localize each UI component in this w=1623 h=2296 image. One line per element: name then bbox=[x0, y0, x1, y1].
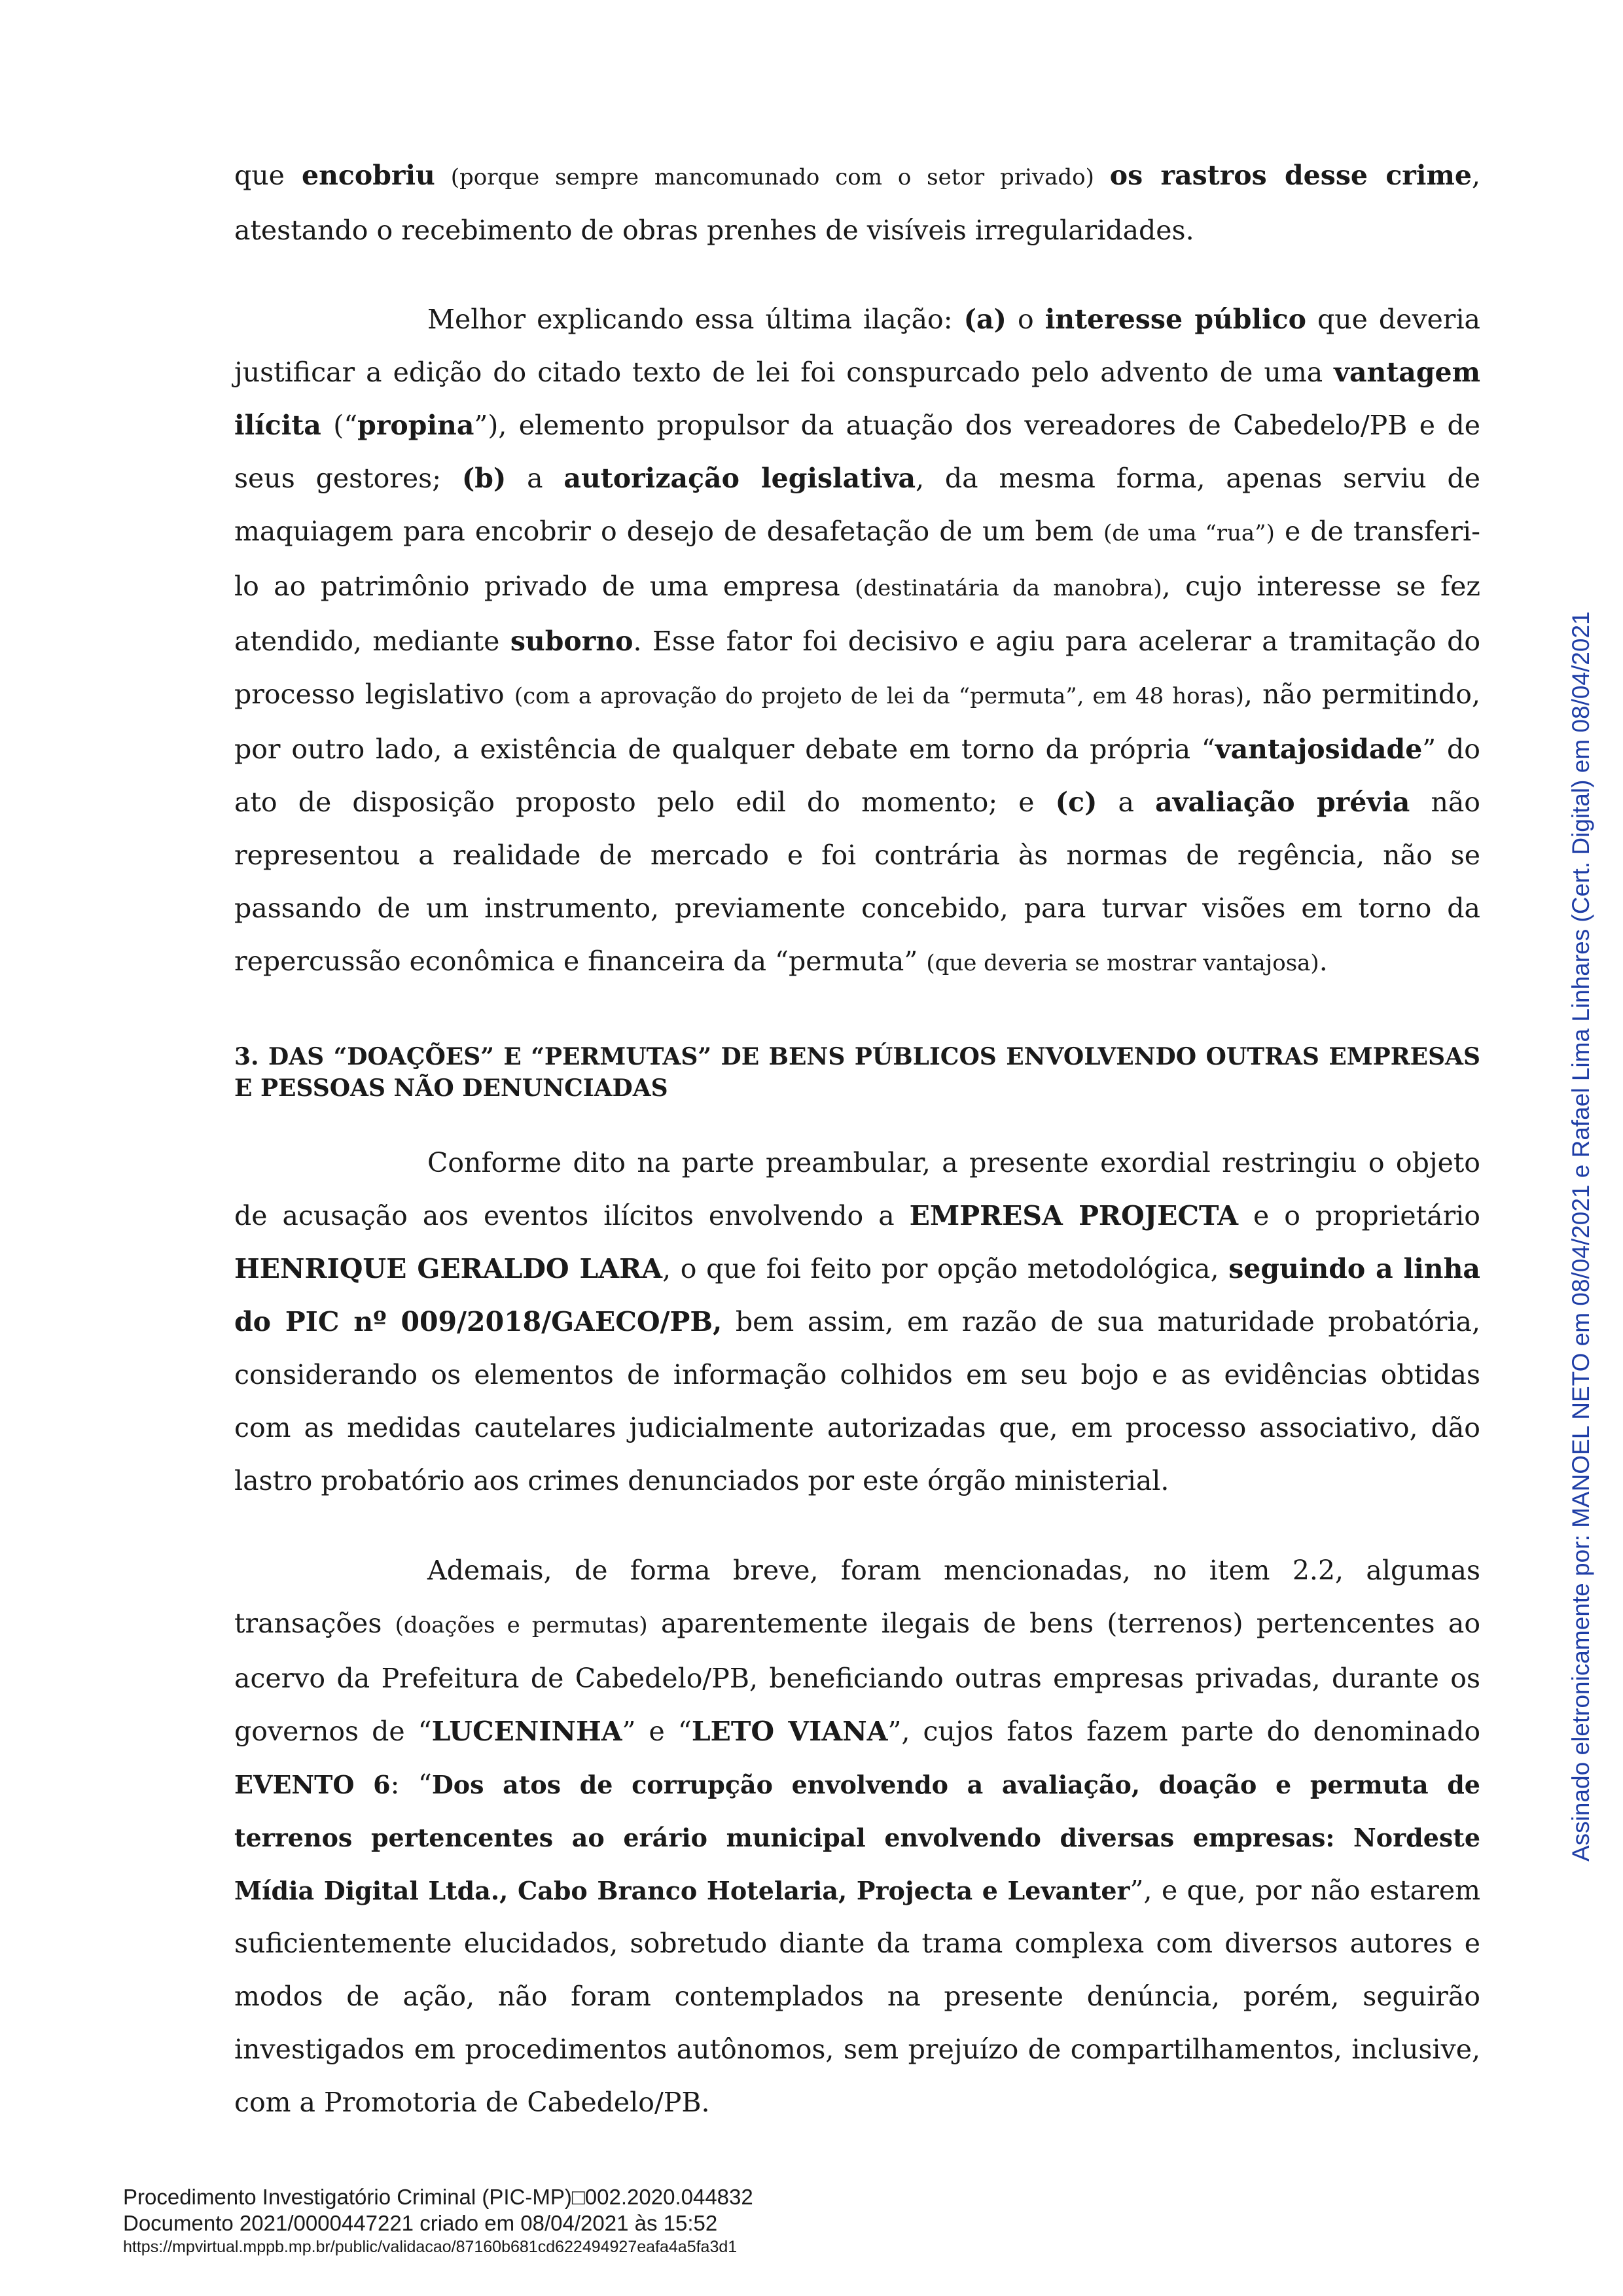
text-run: pertencentes ao acervo da Prefeitura de Cabedelo/PB, beneficiando outras empresas privadas, durante os governos de “ bbox=[234, 1608, 1480, 1747]
document-body bbox=[234, 149, 1480, 2129]
text-run: Conforme dito na parte preambular, a presente exordial restringiu o objeto de acusação aos eventos ilícitos envolvendo a bbox=[234, 1147, 1480, 1231]
text-run: , o que foi feito por opção metodológica, bbox=[662, 1253, 1229, 1284]
text-run: a bbox=[1097, 786, 1156, 818]
text-run: : “ bbox=[390, 1769, 432, 1800]
text-run: ” do ato de disposição proposto pelo edil do momento; e bbox=[234, 733, 1480, 818]
text-run: , da mesma forma, apenas serviu de maquiagem para encobrir o desejo de desafetação de um bem bbox=[234, 463, 1481, 547]
text-run: . Esse fator foi decisivo e agiu para acelerar a tramitação do processo legislativo bbox=[234, 626, 1480, 710]
text-run-small: (porque sempre mancomunado com o setor privado) bbox=[435, 164, 1110, 190]
text-run-bold: vantagem ilícita bbox=[234, 357, 1480, 441]
text-run-bold: propina bbox=[357, 410, 474, 441]
text-run: . bbox=[1319, 945, 1328, 977]
text-run-bold: seguindo a linha do PIC nº 009/2018/GAECO/PB, bbox=[234, 1253, 1480, 1337]
text-run-small: (doações e permutas) bbox=[395, 1612, 648, 1638]
text-run: bem assim, em razão de sua maturidade probatória, considerando os elementos de informação colhidos em seu bojo e as evidências obtidas com as medidas cautelares judicialmente autorizadas que, em processo associativo, dão lastro probatório aos crimes denunciados por este órgão ministerial. bbox=[234, 1306, 1480, 1496]
footer-procedure-line: Procedimento Investigatório Criminal (PIC-MP)□002.2020.044832 bbox=[123, 2185, 753, 2209]
text-run: que deveria justificar a edição do citado texto de lei foi conspurcado pelo advento de uma bbox=[234, 304, 1480, 388]
text-run-small: (que deveria se mostrar vantajosa) bbox=[926, 950, 1319, 976]
text-run-small: (destinatária da manobra) bbox=[855, 575, 1162, 601]
text-run-bold: EVENTO 6 bbox=[234, 1770, 391, 1799]
text-run-bold: encobriu bbox=[302, 160, 435, 191]
paragraph-1 bbox=[234, 149, 1480, 257]
text-run: que bbox=[234, 160, 302, 191]
text-run: , atestando o recebimento de obras prenhes de visíveis irregularidades. bbox=[234, 160, 1480, 246]
text-run: ” e “ bbox=[622, 1716, 692, 1747]
text-run: (terrenos) bbox=[1107, 1608, 1243, 1639]
footer-document-line: Documento 2021/0000447221 criado em 08/04/2021 às 15:52 bbox=[123, 2211, 718, 2235]
text-run: ”, cujos fatos fazem parte do denominado bbox=[887, 1716, 1481, 1747]
text-run: Melhor explicando essa última ilação: bbox=[427, 304, 964, 335]
text-run: Ademais, de forma breve, foram mencionadas, no item 2.2, algumas transações bbox=[234, 1555, 1480, 1639]
text-run: , não permitindo, por outro lado, a existência de qualquer debate em torno da própria “ bbox=[234, 679, 1480, 765]
text-run-bold: autorização legislativa bbox=[563, 463, 916, 494]
text-run-bold: HENRIQUE GERALDO LARA bbox=[234, 1253, 663, 1284]
text-run-bold: vantajosidade bbox=[1215, 733, 1423, 765]
text-run-small: (de uma “rua”) bbox=[1103, 520, 1275, 546]
text-run: (“ bbox=[321, 410, 358, 441]
text-run-bold: (b) bbox=[461, 463, 507, 494]
text-run-bold: EMPRESA PROJECTA bbox=[909, 1200, 1239, 1231]
text-run: o bbox=[1006, 304, 1045, 335]
text-run: , cujo interesse se fez atendido, mediante bbox=[234, 571, 1480, 657]
text-run-bold: (c) bbox=[1055, 786, 1097, 818]
text-run: ”), elemento propulsor da atuação dos vereadores de Cabedelo/PB e de seus gestores; bbox=[234, 410, 1480, 494]
paragraph-4 bbox=[234, 1544, 1480, 2129]
section-heading: 3. DAS “DOAÇÕES” E “PERMUTAS” DE BENS PÚBLICOS ENVOLVENDO OUTRAS EMPRESAS E PESSOAS NÃO DENUNCIADAS bbox=[234, 1043, 1480, 1102]
text-run: e o proprietário bbox=[1238, 1200, 1480, 1231]
electronic-signature-note: Assinado eletronicamente por: MANOEL NETO em 08/04/2021 e Rafael Lima Linhares (Cert. Digital) em 08/04/2021 bbox=[1567, 611, 1594, 1862]
text-run-bold: interesse público bbox=[1044, 304, 1306, 335]
text-run: ”, e que, por não estarem suficientemente elucidados, sobretudo diante da trama complexa com diversos autores e modos de ação, não foram contemplados na presente denúncia, porém, seguirão investigados em procedimentos autônomos, sem prejuízo de compartilhamentos, inclusive, com a Promotoria de Cabedelo/PB. bbox=[234, 1875, 1480, 2118]
text-run-bold: os rastros desse crime bbox=[1109, 160, 1472, 191]
text-run-bold: (a) bbox=[963, 304, 1007, 335]
text-run-small: (com a aprovação do projeto de lei da “permuta”, em 48 horas) bbox=[514, 683, 1244, 709]
text-run-bold: suborno bbox=[510, 626, 633, 657]
text-run-bold: Dos atos de corrupção envolvendo a avaliação, doação e permuta de terrenos pertencentes ao erário municipal envolvendo diversas empresas: Nordeste Mídia Digital Ltda., Cabo Branco Hotelaria, Projecta e Levanter bbox=[234, 1770, 1480, 1905]
text-run: aparentemente ilegais de bens bbox=[647, 1608, 1107, 1639]
text-run-bold: LUCENINHA bbox=[431, 1716, 622, 1747]
footer-validation-url: https://mpvirtual.mppb.mp.br/public/validacao/87160b681cd622494927eafa4a5fa3d1 bbox=[123, 2238, 738, 2256]
paragraph-3 bbox=[234, 1137, 1480, 1508]
text-run: não representou a realidade de mercado e foi contrária às normas de regência, não se passando de um instrumento, previamente concebido, para turvar visões em torno da repercussão econômica e financeira da “permuta” bbox=[234, 786, 1480, 977]
text-run: a bbox=[506, 463, 564, 494]
document-footer bbox=[123, 2184, 753, 2257]
paragraph-2 bbox=[234, 293, 1480, 990]
text-run-bold: LETO VIANA bbox=[691, 1716, 888, 1747]
text-run-bold: avaliação prévia bbox=[1155, 786, 1410, 818]
text-run: e de transferi-lo ao patrimônio privado de uma empresa bbox=[234, 516, 1481, 602]
